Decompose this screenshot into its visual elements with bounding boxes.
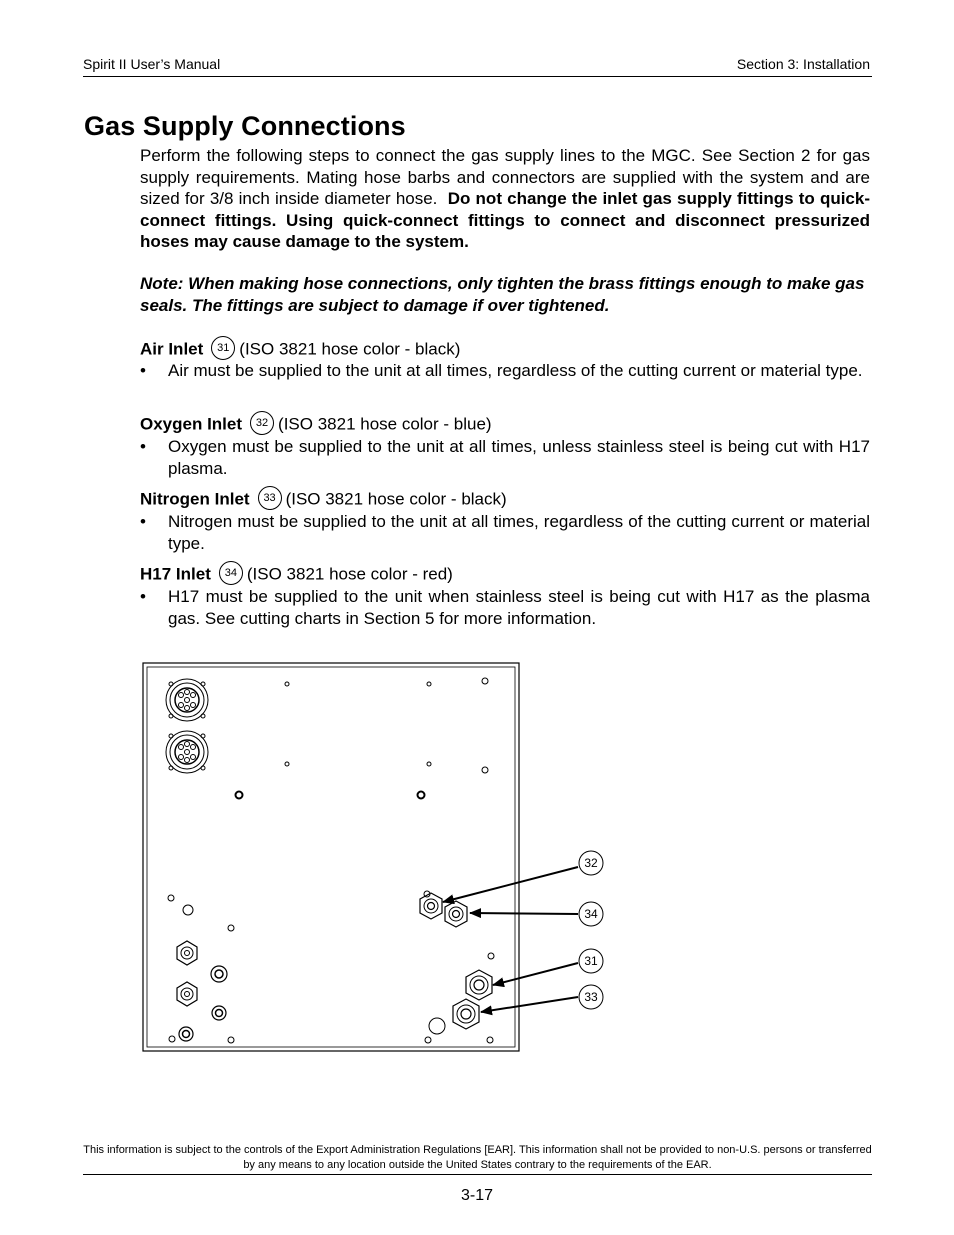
left-side-fittings bbox=[177, 941, 227, 1041]
air-inlet-color: (ISO 3821 hose color - black) bbox=[239, 339, 461, 359]
nitrogen-inlet-name: Nitrogen Inlet bbox=[140, 489, 250, 509]
svg-text:31: 31 bbox=[584, 954, 598, 968]
mounting-holes bbox=[168, 678, 494, 1043]
header-manual-title: Spirit II User’s Manual bbox=[83, 56, 221, 72]
nitrogen-inlet-fitting bbox=[453, 999, 479, 1029]
multipin-connector-upper bbox=[166, 679, 208, 721]
h17-inlet-color: (ISO 3821 hose color - red) bbox=[246, 564, 453, 584]
intro-warning: Do not change the inlet gas supply fittings to quick-connect fittings. Using quick-connect fittings to connect and disconnect pressurized hoses may cause damage to the system. bbox=[140, 189, 871, 251]
svg-text:34: 34 bbox=[584, 907, 598, 921]
note-paragraph: Note: When making hose connections, only tighten the brass fittings enough to make gas seals. The fittings are subject to damage if over tightened. bbox=[140, 274, 865, 315]
export-control-notice: This information is subject to the controls of the Export Administration Regulations [EAR]. This information shall not be provided to non-U.S. persons or transferred by any means to any location outside the United States contrary to the requirements of the EAR. bbox=[83, 1144, 872, 1171]
air-inlet-callout: 31 bbox=[211, 336, 235, 360]
multipin-connector-lower bbox=[166, 731, 208, 773]
nitrogen-inlet-bullet-text: Nitrogen must be supplied to the unit at all times, regardless of the cutting current or material type. bbox=[168, 512, 870, 553]
callout-32 bbox=[579, 851, 603, 875]
callout-leaders bbox=[443, 867, 578, 1012]
nitrogen-inlet-callout: 33 bbox=[258, 486, 282, 510]
bullet-mark: • bbox=[140, 437, 146, 456]
bullet-mark: • bbox=[140, 512, 146, 531]
callout-34 bbox=[579, 902, 603, 926]
footer-rule bbox=[83, 1174, 872, 1175]
oxygen-inlet-fitting bbox=[420, 893, 442, 919]
oxygen-inlet-name: Oxygen Inlet bbox=[140, 414, 243, 434]
oxygen-inlet-bullet-text: Oxygen must be supplied to the unit at all times, unless stainless steel is being cut with H17 plasma. bbox=[168, 437, 870, 478]
callout-31 bbox=[579, 949, 603, 973]
svg-text:33: 33 bbox=[584, 990, 598, 1004]
page-title: Gas Supply Connections bbox=[84, 111, 406, 141]
intro-text: Perform the following steps to connect the gas supply lines to the MGC. See Section 2 for gas supply requirements. Mating hose barbs and connectors are supplied with the system and are sized for 3/8 inch inside diameter hose. bbox=[140, 146, 870, 208]
rear-panel-outline bbox=[143, 663, 519, 1051]
page-number: 3-17 bbox=[460, 1187, 494, 1204]
oxygen-inlet-color: (ISO 3821 hose color - blue) bbox=[278, 414, 492, 434]
svg-text:32: 32 bbox=[584, 856, 598, 870]
air-inlet-bullet-text: Air must be supplied to the unit at all times, regardless of the cutting current or material type. bbox=[168, 361, 863, 380]
nitrogen-inlet-color: (ISO 3821 hose color - black) bbox=[285, 489, 507, 509]
bullet-mark: • bbox=[140, 587, 146, 606]
h17-inlet-name: H17 Inlet bbox=[140, 564, 211, 584]
h17-inlet-callout: 34 bbox=[219, 561, 243, 585]
air-inlet-name: Air Inlet bbox=[140, 339, 204, 359]
callout-33 bbox=[579, 985, 603, 1009]
oxygen-inlet-callout: 32 bbox=[250, 411, 274, 435]
h17-inlet-bullet-text: H17 must be supplied to the unit when stainless steel is being cut with H17 as the plasma gas. See cutting charts in Section 5 for more information. bbox=[168, 587, 870, 628]
header-section: Section 3: Installation bbox=[736, 56, 870, 72]
bullet-mark: • bbox=[140, 361, 146, 380]
h17-inlet-fitting bbox=[445, 901, 467, 927]
air-inlet-fitting bbox=[466, 970, 492, 1000]
